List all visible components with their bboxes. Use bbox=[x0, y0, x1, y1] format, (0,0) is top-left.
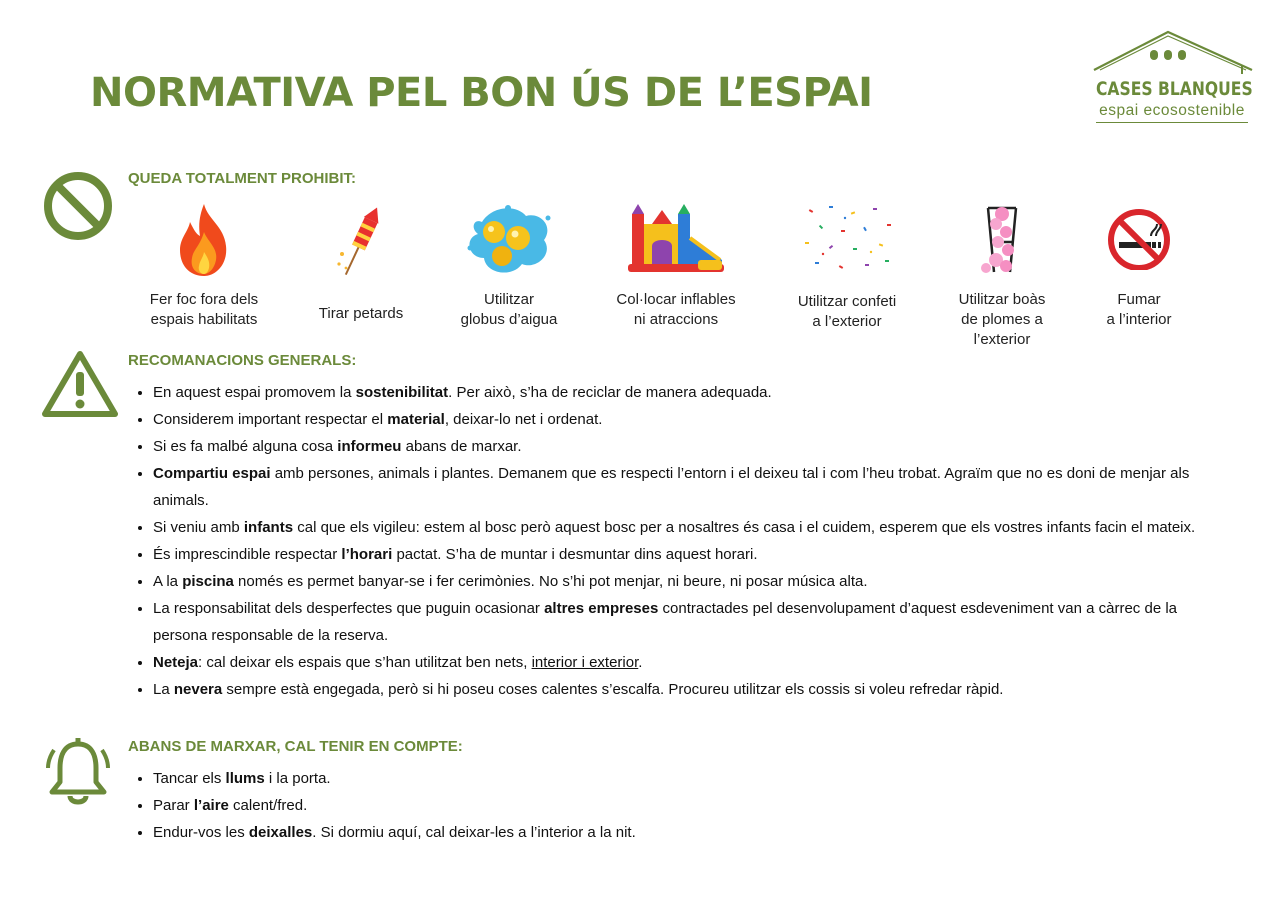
warning-icon bbox=[42, 350, 118, 418]
water-balloons-icon bbox=[464, 202, 554, 278]
prohibited-icon bbox=[42, 170, 114, 242]
prohibited-item-smoking bbox=[1064, 202, 1214, 330]
no-smoking-icon bbox=[1105, 202, 1173, 270]
confetti-icon bbox=[799, 202, 895, 278]
caption-line-2: a l’exterior bbox=[812, 313, 882, 330]
list-item: • A la piscina només es permet banyar-se i fer cerimònies. No s’hi pot menjar, ni beure, ni posar música alta. bbox=[153, 568, 1228, 595]
caption-line-2: ni atraccions bbox=[633, 311, 719, 328]
logo-tagline: espai ecosostenible bbox=[1099, 102, 1245, 119]
caption-line-1: Fumar bbox=[1117, 291, 1161, 308]
list-item: • Si veniu amb infants cal que els vigileu: estem al bosc però aquest bosc per a nosaltres és casa i el cuidem, esperem que els vostres infants facin el mateix. bbox=[153, 514, 1228, 541]
list-item: • És imprescindible respectar l’horari pactat. S’ha de muntar i desmuntar dins aquest horari. bbox=[153, 541, 1228, 568]
firecracker-icon bbox=[333, 202, 389, 280]
before-leaving-list bbox=[132, 765, 1228, 846]
caption-line-2: de plomes a bbox=[961, 311, 1043, 328]
list-item: • La responsabilitat dels desperfectes que puguin ocasionar altres empreses contractades pel desenvolupament d’aquest esdeveniment van a càrrec de la persona responsable de la reserva. bbox=[153, 595, 1228, 649]
list-item: • Neteja: cal deixar els espais que s’han utilitzat ben nets, interior i exterior. bbox=[153, 649, 1228, 676]
caption-line-2: globus d’aigua bbox=[460, 311, 558, 328]
cases-blanques-logo bbox=[1092, 28, 1256, 128]
prohibited-item-inflatables bbox=[601, 202, 751, 330]
list-item: • Tancar els llums i la porta. bbox=[153, 765, 1228, 792]
recommendations-heading: RECOMANACIONS GENERALS: bbox=[128, 352, 357, 369]
list-item: • En aquest espai promovem la sostenibilitat. Per això, s’ha de reciclar de manera adequada. bbox=[153, 379, 1228, 406]
list-item: • Si es fa malbé alguna cosa informeu abans de marxar. bbox=[153, 433, 1228, 460]
caption-line-1: Fer foc fora dels bbox=[149, 291, 259, 308]
list-item: • La nevera sempre està engegada, però si hi poseu coses calentes s’escalfa. Procureu utilitzar els cossis si voleu refredar ràpid. bbox=[153, 676, 1228, 703]
page-title: NORMATIVA PEL BON ÚS DE L’ESPAI bbox=[90, 70, 873, 116]
list-item: • Compartiu espai amb persones, animals i plantes. Demanem que es respecti l’entorn i el deixeu tal i com l’heu trobat. Agraïm que no es doni de menjar als animals. bbox=[153, 460, 1228, 514]
caption-line-1: Col·locar inflables bbox=[616, 291, 736, 308]
inflatable-castle-icon bbox=[626, 202, 726, 274]
list-item: • Considerem important respectar el material, deixar-lo net i ordenat. bbox=[153, 406, 1228, 433]
feather-boa-icon bbox=[974, 202, 1030, 278]
prohibited-heading: QUEDA TOTALMENT PROHIBIT: bbox=[128, 170, 357, 187]
prohibited-item-confetti bbox=[772, 202, 922, 332]
caption-line-1: Utilitzar confeti bbox=[797, 293, 897, 310]
caption-line-2: espais habilitats bbox=[150, 311, 258, 328]
caption-line-1: Utilitzar boàs bbox=[958, 291, 1046, 308]
logo-name: CASES BLANQUES bbox=[1096, 78, 1253, 100]
bell-icon bbox=[44, 736, 112, 808]
logo-underline bbox=[1096, 122, 1248, 123]
fire-icon bbox=[174, 202, 234, 278]
prohibited-item-fire bbox=[129, 202, 279, 330]
caption-line-1: Utilitzar bbox=[483, 291, 534, 308]
recommendations-list bbox=[132, 379, 1228, 703]
list-item: • Endur-vos les deixalles. Si dormiu aquí, cal deixar-les a l’interior a la nit. bbox=[153, 819, 1228, 846]
prohibited-item-water-balloons bbox=[434, 202, 584, 330]
caption-line-3: l’exterior bbox=[973, 331, 1031, 348]
list-item: • Parar l’aire calent/fred. bbox=[153, 792, 1228, 819]
caption-line-1: Tirar petards bbox=[318, 305, 404, 322]
caption-line-2: a l’interior bbox=[1106, 311, 1172, 328]
before-leaving-heading: ABANS DE MARXAR, CAL TENIR EN COMPTE: bbox=[128, 738, 463, 755]
house-roof-icon bbox=[1092, 28, 1256, 80]
prohibited-item-feather-boa bbox=[927, 202, 1077, 350]
prohibited-item-firecracker bbox=[286, 202, 436, 324]
